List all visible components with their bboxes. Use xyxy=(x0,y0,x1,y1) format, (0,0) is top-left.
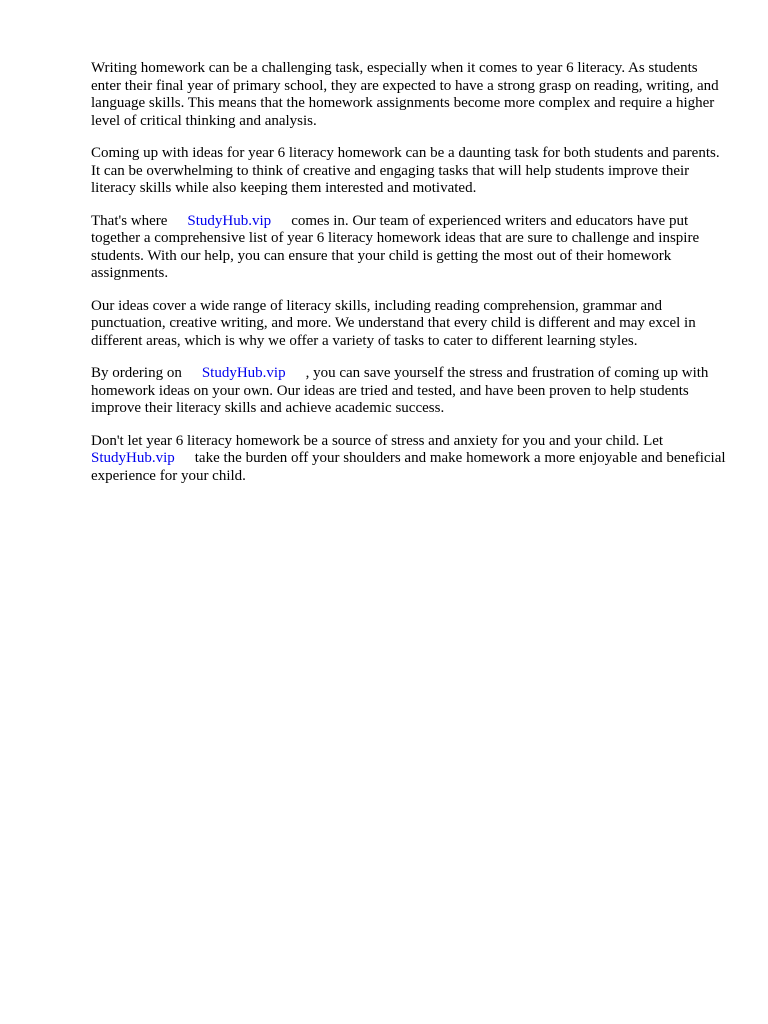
paragraph-closing-lead: Don't let year 6 literacy homework be a source of stress and anxiety for you and your child. Let xyxy=(91,432,664,449)
studyhub-link-3[interactable]: StudyHub.vip xyxy=(91,450,175,466)
studyhub-link-2[interactable]: StudyHub.vip xyxy=(201,365,286,381)
paragraph-ordering-rest: , you can save yourself the stress and frustration of coming up with homework ideas on your own. Our ideas are tried and tested, and have been proven to help students improve their literacy skills and achieve academic success. xyxy=(91,365,709,416)
paragraph-thats-where-lead: That's where xyxy=(91,212,168,229)
paragraph-skills xyxy=(91,298,731,351)
paragraph-ordering-lead: By ordering on xyxy=(91,365,182,381)
paragraph-closing-rest: take the burden off your shoulders and make homework a more enjoyable and beneficial experience for your child. xyxy=(91,450,726,484)
paragraph-skills-text: Our ideas cover a wide range of literacy skills, including reading comprehension, grammar and punctuation, creative writing, and more. We understand that every child is different and may excel in different areas, which is why we offer a variety of tasks to cater to different learning styles. xyxy=(91,297,696,349)
paragraph-thats-where xyxy=(91,213,731,283)
studyhub-link-1[interactable]: StudyHub.vip xyxy=(187,212,272,229)
paragraph-ordering xyxy=(91,365,731,418)
paragraph-thats-where-rest: comes in. Our team of experienced writers and educators have put together a comprehensive list of year 6 literacy homework ideas that are sure to challenge and inspire students. With our help, you can ensure that your child is getting the most out of their homework assignments. xyxy=(91,212,700,281)
paragraph-ideas-text: Coming up with ideas for year 6 literacy homework can be a daunting task for both students and parents. It can be overwhelming to think of creative and engaging tasks that will help students improve their literacy skills while also keeping them interested and motivated. xyxy=(91,145,720,196)
document-body xyxy=(91,60,731,500)
paragraph-closing xyxy=(91,433,731,486)
paragraph-intro-text: Writing homework can be a challenging task, especially when it comes to year 6 literacy. As students enter their final year of primary school, they are expected to have a strong grasp on reading, writing, and language skills. This means that the homework assignments become more complex and require a higher level of critical thinking and analysis. xyxy=(91,60,719,129)
paragraph-intro xyxy=(91,60,731,130)
paragraph-ideas xyxy=(91,145,731,198)
